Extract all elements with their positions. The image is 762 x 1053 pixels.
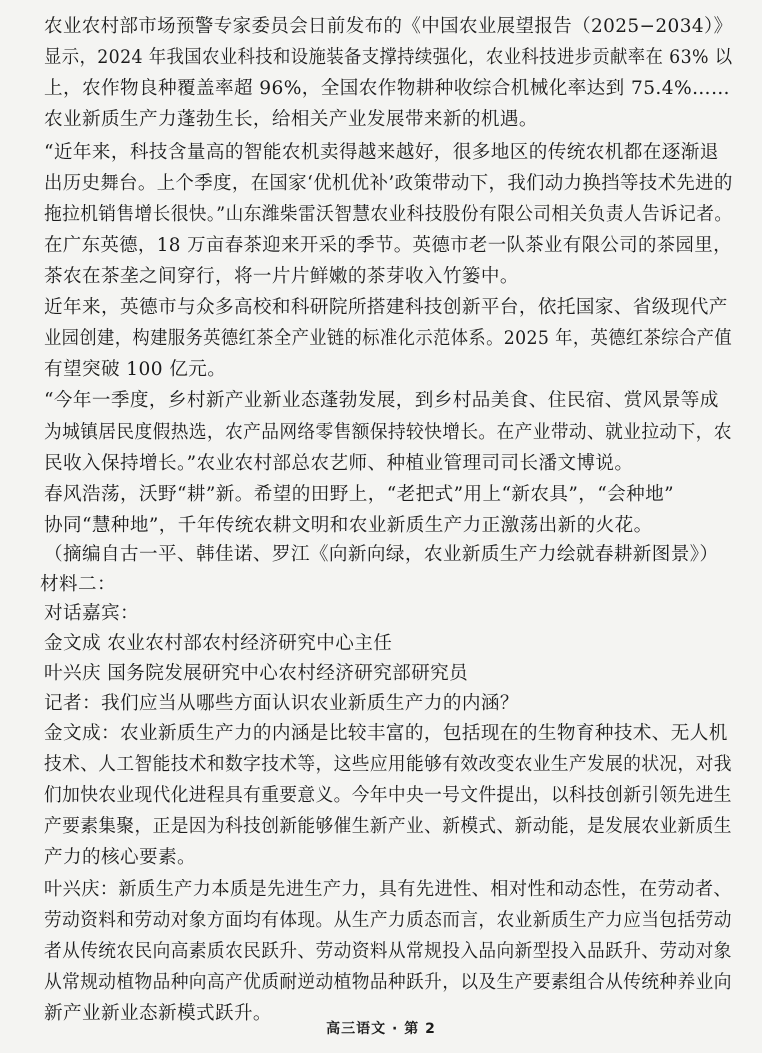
text-line: 春风浩荡，沃野“耕”新。希望的田野上，“老把式”用上“新农具”，“会种地”: [44, 484, 675, 505]
text-line: 茶农在茶垄之间穿行，将一片片鲜嫩的茶芽收入竹篓中。: [44, 266, 519, 287]
text-line: 协同“慧种地”，千年传统农耕文明和农业新质生产力正激荡出新的火花。: [44, 515, 653, 536]
text-line: 者从传统农民向高素质农民跃升、劳动资料从常规投入品向新型投入品跃升、劳动对象: [44, 941, 732, 962]
text-line: 材料二：: [40, 574, 116, 595]
text-line: “今年一季度，乡村新产业新业态蓬勃发展，到乡村品美食、住民宿、赏风景等成: [44, 390, 719, 411]
text-line: 产力的核心要素。: [44, 847, 196, 868]
text-line: 出历史舞台。上个季度，在国家‘优机优补’政策带动下，我们动力换挡等技术先进的: [44, 173, 733, 194]
text-line: 拖拉机销售增长很快。”山东潍柴雷沃智慧农业科技股份有限公司相关负责人告诉记者。: [44, 204, 733, 225]
text-line: 从常规动植物品种向高产优质耐逆动植物品种跃升，以及生产要素组合从传统种养业向: [44, 972, 732, 993]
text-line: 劳动资料和劳动对象方面均有体现。从生产力质态而言，农业新质生产力应当包括劳动: [44, 910, 732, 931]
text-line: 金文成：农业新质生产力的内涵是比较丰富的，包括现在的生物育种技术、无人机: [44, 723, 728, 744]
text-line: 对话嘉宾：: [44, 603, 139, 624]
text-line: 民收入保持增长。”农业农村部总农艺师、种植业管理司司长潘文博说。: [44, 453, 634, 474]
text-line: 们加快农业现代化进程具有重要意义。今年中央一号文件提出，以科技创新引领先进生: [44, 785, 732, 806]
text-line: 产要素集聚，正是因为科技创新能够催生新产业、新模式、新动能，是发展农业新质生: [44, 816, 732, 837]
text-line: 叶兴庆 国务院发展研究中心农村经济研究部研究员: [44, 663, 469, 684]
text-line: 新产业新业态新模式跃升。: [44, 1003, 272, 1024]
text-line: 农业新质生产力蓬勃生长，给相关产业发展带来新的机遇。: [44, 109, 538, 130]
text-line: （摘编自古一平、韩佳诺、罗江《向新向绿，农业新质生产力绘就春耕新图景》）: [44, 544, 719, 565]
text-line: 显示，2024 年我国农业科技和设施装备支撑持续强化，农业科技进步贡献率在 63% 以: [44, 47, 733, 68]
text-line: 记者：我们应当从哪些方面认识农业新质生产力的内涵？: [44, 693, 519, 714]
text-line: 上，农作物良种覆盖率超 96%，全国农作物耕种收综合机械化率达到 75.4%……: [44, 78, 731, 99]
text-line: 近年来，英德市与众多高校和科研院所搭建科技创新平台，依托国家、省级现代产: [44, 297, 728, 318]
text-line: 金文成 农业农村部农村经济研究中心主任: [44, 633, 393, 654]
text-line: 业园创建，构建服务英德红茶全产业链的标准化示范体系。2025 年，英德红茶综合产值: [44, 328, 733, 349]
text-line: 有望突破 100 亿元。: [44, 359, 227, 380]
text-line: 农业农村部市场预警专家委员会日前发布的《中国农业展望报告（2025−2034）》: [44, 16, 733, 37]
text-line: 为城镇居民度假热选，农产品网络零售额保持较快增长。在产业带动、就业拉动下，农: [44, 422, 732, 443]
text-line: 技术、人工智能技术和数字技术等，这些应用能够有效改变农业生产发展的状况，对我: [44, 754, 732, 775]
page-footer: 高三语文 · 第 2: [326, 1021, 436, 1037]
text-line: 叶兴庆：新质生产力本质是先进生产力，具有先进性、相对性和动态性，在劳动者、: [44, 879, 733, 900]
text-line: 在广东英德，18 万亩春茶迎来开采的季节。英德市老一队茶业有限公司的茶园里，: [44, 235, 732, 256]
text-line: “近年来，科技含量高的智能农机卖得越来越好，很多地区的传统农机都在逐渐退: [44, 142, 719, 163]
